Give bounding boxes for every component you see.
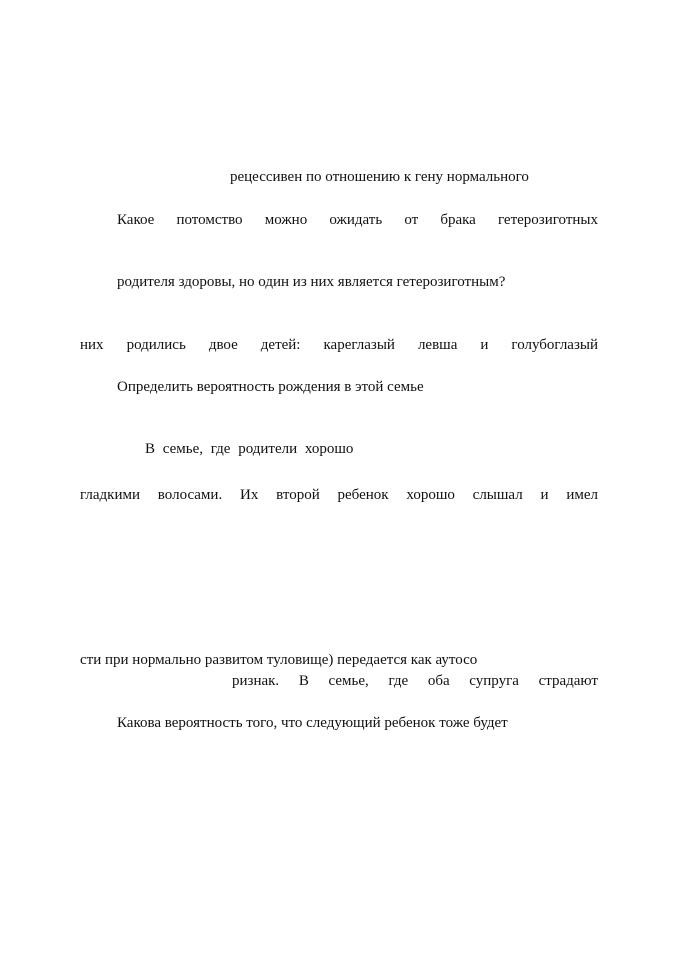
text-line-8: сти при нормально развитом туловище) передается как аутосо <box>80 652 478 668</box>
text-line-3: родителя здоровы, но один из них является гетерозиготным? <box>117 274 506 290</box>
text-line-10: Какова вероятность того, что следующий ребенок тоже будет <box>117 715 508 731</box>
text-line-6: В семье, где родители хорошо <box>145 441 354 457</box>
text-line-5: Определить вероятность рождения в этой семье <box>117 379 424 395</box>
text-line-9: ризнак. В семье, где оба супруга страдают <box>232 673 598 689</box>
text-line-1: рецессивен по отношению к гену нормального <box>230 169 529 185</box>
text-line-2: Какое потомство можно ожидать от брака гетерозиготных <box>117 212 598 228</box>
text-line-4: них родились двое детей: кареглазый левша и голубоглазый <box>80 337 598 353</box>
text-line-7: гладкими волосами. Их второй ребенок хорошо слышал и имел <box>80 487 598 503</box>
